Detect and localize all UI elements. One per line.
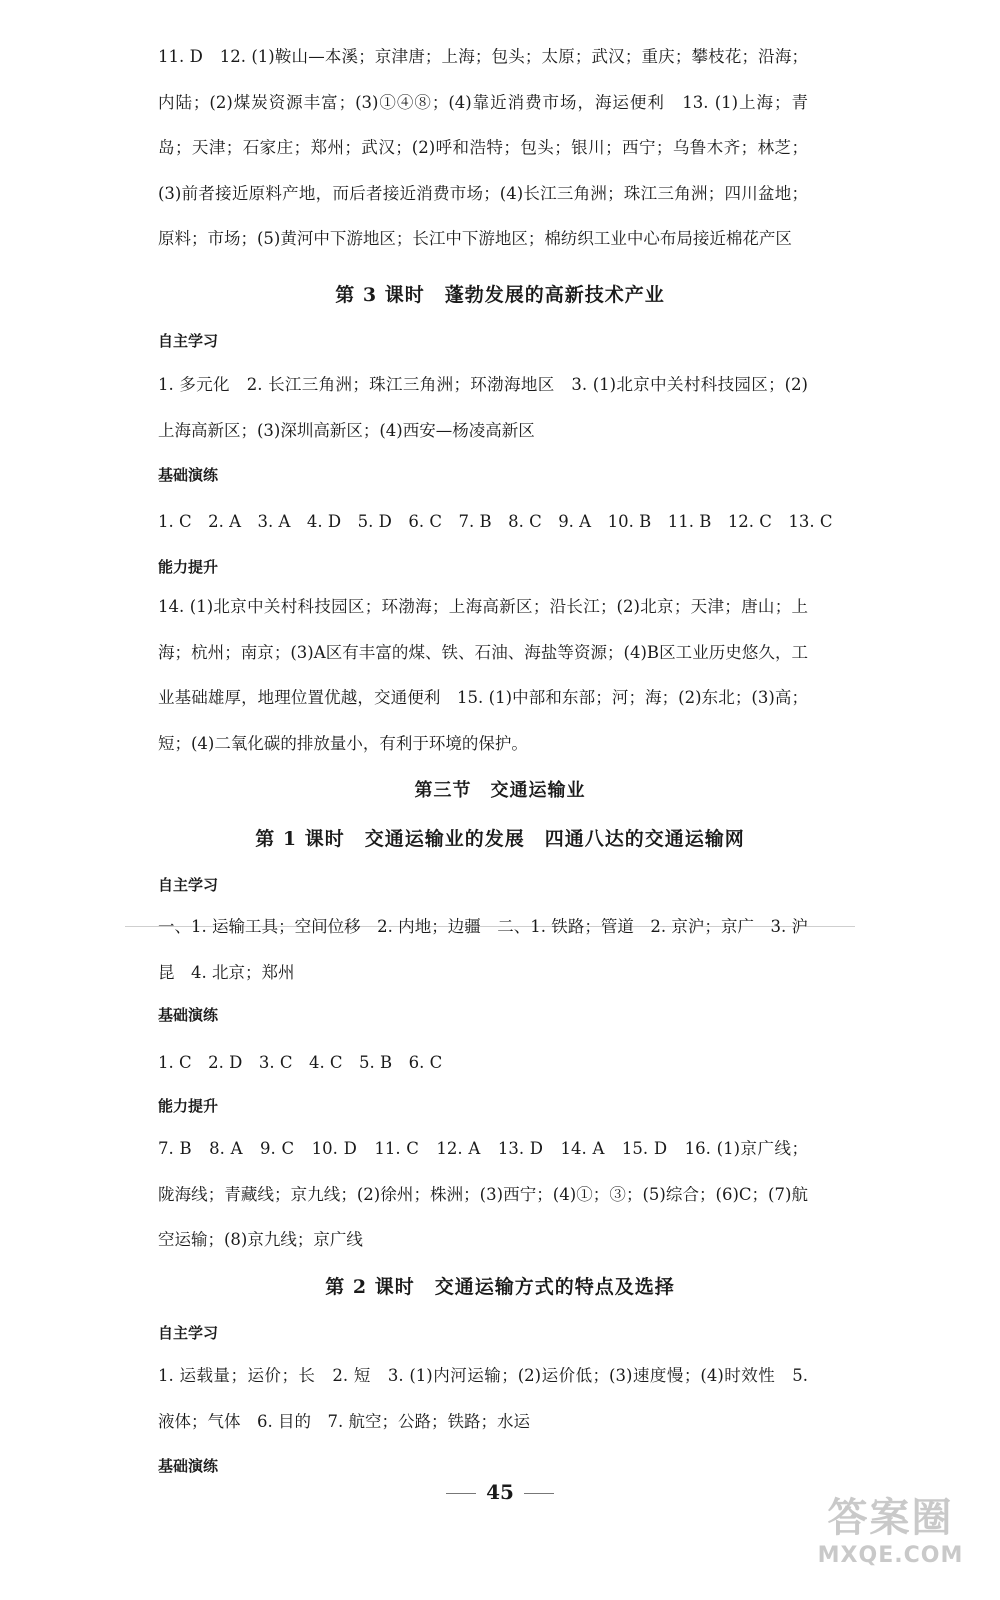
lesson-2-title: 第 2 课时 交通运输方式的特点及选择 bbox=[325, 1276, 675, 1298]
lesson-1-self-study-heading: 自主学习 bbox=[158, 876, 219, 894]
lesson-2-self-study-heading: 自主学习 bbox=[158, 1324, 219, 1342]
lesson-1-ability-answers: 7. B 8. A 9. C 10. D 11. C 12. A 13. D 14. A 15. D 16. (1)京广线；陇海线；青藏线；京九线；(2)徐州；株洲；(3)西宁；(4)①；③；(5)综合；(6)C；(7)航空运输；(8)京九线；京广线 bbox=[158, 1139, 808, 1249]
lesson-3-ability-answers: 14. (1)北京中关村科技园区；环渤海；上海高新区；沿长江；(2)北京；天津；唐山；上海；杭州；南京；(3)A区有丰富的煤、铁、石油、海盐等资源；(4)B区工业历史悠久，工业基础雄厚，地理位置优越，交通便利 15. (1)中部和东部；河；海；(2)东北；(3)高；短；(4)二氧化碳的排放量小，有利于环境的保护。 bbox=[158, 597, 808, 753]
page-number-left-rule bbox=[446, 1493, 476, 1494]
page-number-text: 45 bbox=[486, 1480, 514, 1504]
lesson-2-self-study-answers: 1. 运载量；运价；长 2. 短 3. (1)内河运输；(2)运价低；(3)速度慢；(4)时效性 5. 液体；气体 6. 目的 7. 航空；公路；铁路；水运 bbox=[158, 1366, 808, 1431]
lesson-1-basic-answers: 1. C 2. D 3. C 4. C 5. B 6. C bbox=[158, 1053, 443, 1072]
lesson-1-self-study-answers: 一、1. 运输工具；空间位移 2. 内地；边疆 二、1. 铁路；管道 2. 京沪；京广 3. 沪昆 4. 北京；郑州 bbox=[158, 917, 808, 982]
continued-answers: 11. D 12. (1)鞍山—本溪；京津唐；上海；包头；太原；武汉；重庆；攀枝花；沿海；内陆；(2)煤炭资源丰富；(3)①④⑧；(4)靠近消费市场，海运便利 13. (1)上海；青岛；天津；石家庄；郑州；武汉；(2)呼和浩特；包头；银川；西宁；乌鲁木齐；林芝；(3)前者接近原料产地，而后者接近消费市场；(4)长江三角洲；珠江三角洲；四川盆地；原料；市场；(5)黄河中下游地区；长江中下游地区；棉纺织工业中心布局接近棉花产区 bbox=[158, 47, 808, 248]
lesson-1-basic-heading: 基础演练 bbox=[158, 1006, 219, 1024]
lesson-2-basic-heading: 基础演练 bbox=[158, 1457, 219, 1475]
lesson-3-title: 第 3 课时 蓬勃发展的高新技术产业 bbox=[335, 284, 665, 306]
lesson-3-basic-answers: 1. C 2. A 3. A 4. D 5. D 6. C 7. B 8. C 9. A 10. B 11. B 12. C 13. C bbox=[158, 512, 833, 531]
lesson-1-ability-heading: 能力提升 bbox=[158, 1097, 219, 1115]
page-number-right-rule bbox=[524, 1493, 554, 1494]
site-watermark bbox=[803, 1486, 978, 1586]
lesson-3-self-study-heading: 自主学习 bbox=[158, 332, 219, 350]
watermark-url: MXQE.COM bbox=[817, 1543, 964, 1568]
lesson-1-title: 第 1 课时 交通运输业的发展 四通八达的交通运输网 bbox=[255, 828, 745, 850]
section-3-title: 第三节 交通运输业 bbox=[414, 780, 586, 801]
watermark-logo: 答案圈 bbox=[827, 1495, 954, 1541]
lesson-3-self-study-answers: 1. 多元化 2. 长江三角洲；珠江三角洲；环渤海地区 3. (1)北京中关村科技园区；(2)上海高新区；(3)深圳高新区；(4)西安—杨凌高新区 bbox=[158, 375, 808, 440]
lesson-3-ability-heading: 能力提升 bbox=[158, 558, 219, 576]
lesson-3-basic-heading: 基础演练 bbox=[158, 466, 219, 484]
